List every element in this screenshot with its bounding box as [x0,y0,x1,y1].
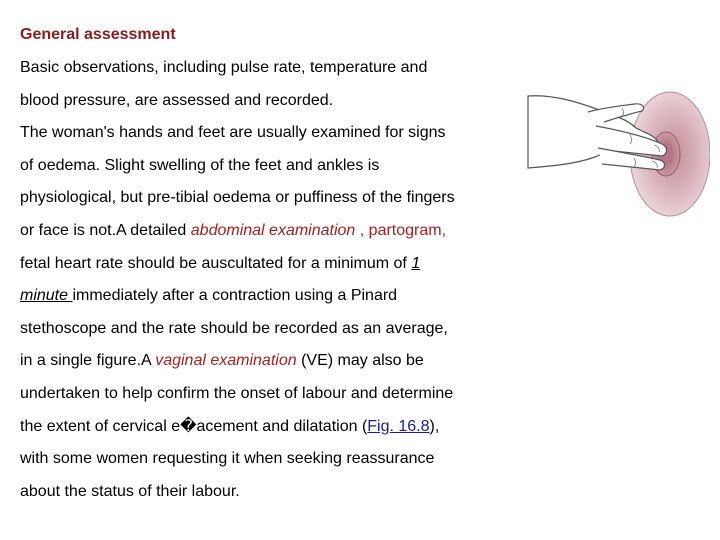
text-line: The woman's hands and feet are usually examined for signs [20,124,446,142]
text-segment: or face is not.A detailed [20,221,191,239]
text-line: Basic observations, including pulse rate, temperature and [20,59,428,76]
text-segment: ), [429,417,440,435]
hand-pressing-skin-oedema-icon [526,82,710,224]
text-line [20,215,520,248]
text-line [20,280,520,313]
text-line [20,248,520,281]
text-line: undertaken to help confirm the onset of labour and determine [20,384,454,402]
one-minute-number: 1 [411,254,421,272]
vaginal-examination-term: vaginal examination [155,352,297,370]
text-segment: (VE) may also be [296,352,424,370]
text-line: with some women requesting it when seeking reassurance [20,450,435,468]
body-paragraph [20,52,520,508]
text-segment: fetal heart rate should be auscultated for a minimum of [20,254,412,272]
text-segment: immediately after a contraction using a Pinard [72,287,398,305]
text-segment: the extent of cervical e�acement and dilatation ( [20,417,368,435]
text-line [20,411,520,444]
partogram-term: , partogram, [355,221,447,239]
text-line: about the status of their labour. [20,482,240,500]
text-line: blood pressure, are assessed and recorded. [20,91,334,109]
figure-link[interactable]: Fig. 16.8 [367,417,430,435]
text-line: physiological, but pre-tibial oedema or puffiness of the fingers [20,189,455,207]
section-heading: General assessment [20,26,176,43]
text-line: of oedema. Slight swelling of the feet and ankles is [20,156,380,174]
minute-word: minute [20,287,73,305]
text-line: stethoscope and the rate should be recorded as an average, [20,319,448,337]
text-segment: in a single figure.A [20,352,156,370]
abdominal-examination-term: abdominal examination [190,221,356,239]
text-line [20,345,520,378]
